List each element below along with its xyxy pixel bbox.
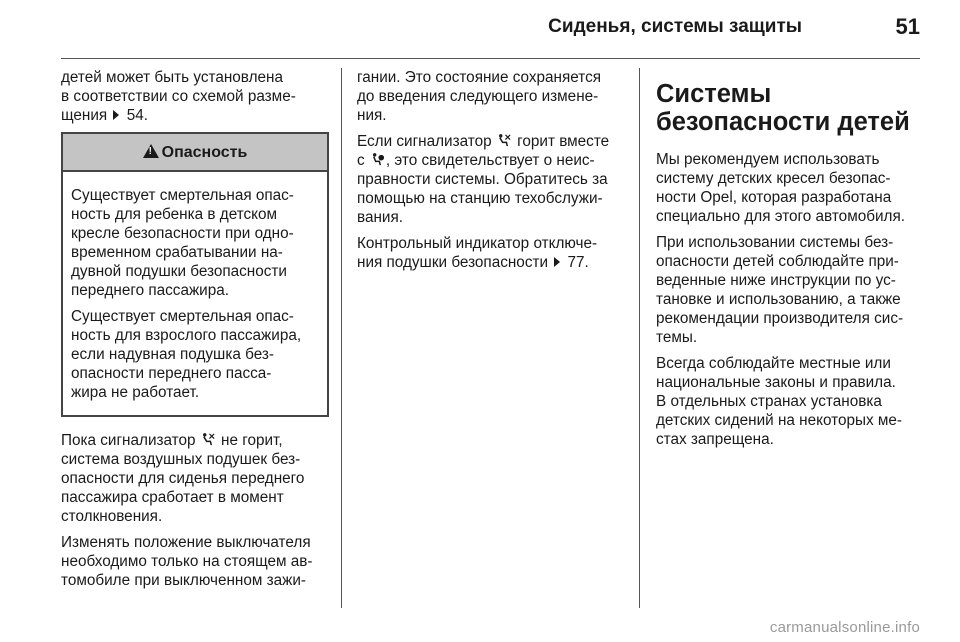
page-reference-link[interactable]: 77. xyxy=(563,254,589,271)
danger-notice-body xyxy=(63,172,327,415)
danger-notice xyxy=(61,132,329,417)
danger-paragraph-2: Существует смертельная опас- ность для взрослого пассажира, если надувная подушка без- опасности переднего пасса- жира не работает. xyxy=(71,308,302,401)
danger-notice-header xyxy=(63,134,327,172)
indicator-reference-paragraph: Контрольный индикатор отключе- ния подушки безопасности 77. xyxy=(357,235,598,271)
instructions-paragraph: При использовании системы без- опасности детей соблюдайте при- веденные ниже инструкции по ус- тановке и использованию, а также рекомендации производителя сис- темы. xyxy=(656,234,904,346)
watermark-text: carmanualsonline.info xyxy=(769,619,920,636)
danger-paragraph-1: Существует смертельная опас- ность для ребенка в детском кресле безопасности при одно- временном срабатывании на- дувной подушки безопасности переднего пассажира. xyxy=(71,187,294,299)
page-header-title: Сиденья, системы защиты xyxy=(548,16,802,37)
airbag-off-indicator-icon xyxy=(201,432,216,447)
airbag-indicator-paragraph: Пока сигнализатор не горит, система воздушных подушек без- опасности для сиденья переднего пассажира сработает в момент столкновения. xyxy=(61,432,305,525)
warning-triangle-icon xyxy=(143,144,159,158)
malfunction-paragraph: Если сигнализатор горит вместе с , это свидетельствует о неис- правности системы. Обратитесь за помощью на станцию техобслужи- вания. xyxy=(357,133,610,226)
column-2 xyxy=(357,68,639,279)
intro-paragraph: детей может быть установлена в соответствии со схемой разме- щения 54. xyxy=(61,69,296,124)
column-divider-2 xyxy=(639,68,640,608)
column-3 xyxy=(656,68,924,456)
header-divider xyxy=(61,58,920,59)
page-number: 51 xyxy=(895,14,920,39)
column-divider-1 xyxy=(341,68,342,608)
state-paragraph: гании. Это состояние сохраняется до введения следующего измене- ния. xyxy=(357,69,602,124)
column-1 xyxy=(61,68,329,597)
recommendation-paragraph: Мы рекомендуем использовать систему детских кресел безопас- ности Opel, которая разработана специально для этого автомобиля. xyxy=(656,151,905,225)
switch-paragraph: Изменять положение выключателя необходимо только на стоящем ав- томобиле при выключенном зажи- xyxy=(61,534,313,589)
danger-notice-title: Опасность xyxy=(161,144,248,161)
airbag-off-indicator-icon xyxy=(497,133,512,148)
page-reference-arrow-icon xyxy=(113,110,119,120)
section-heading: Системы безопасности детей xyxy=(656,80,910,136)
laws-paragraph: Всегда соблюдайте местные или национальные законы и правила. В отдельных странах установка детских сидений на некоторых ме- стах запрещена. xyxy=(656,355,903,448)
page-reference-arrow-icon xyxy=(554,257,560,267)
airbag-warning-light-icon xyxy=(370,152,385,167)
page-reference-link[interactable]: 54. xyxy=(122,107,148,124)
